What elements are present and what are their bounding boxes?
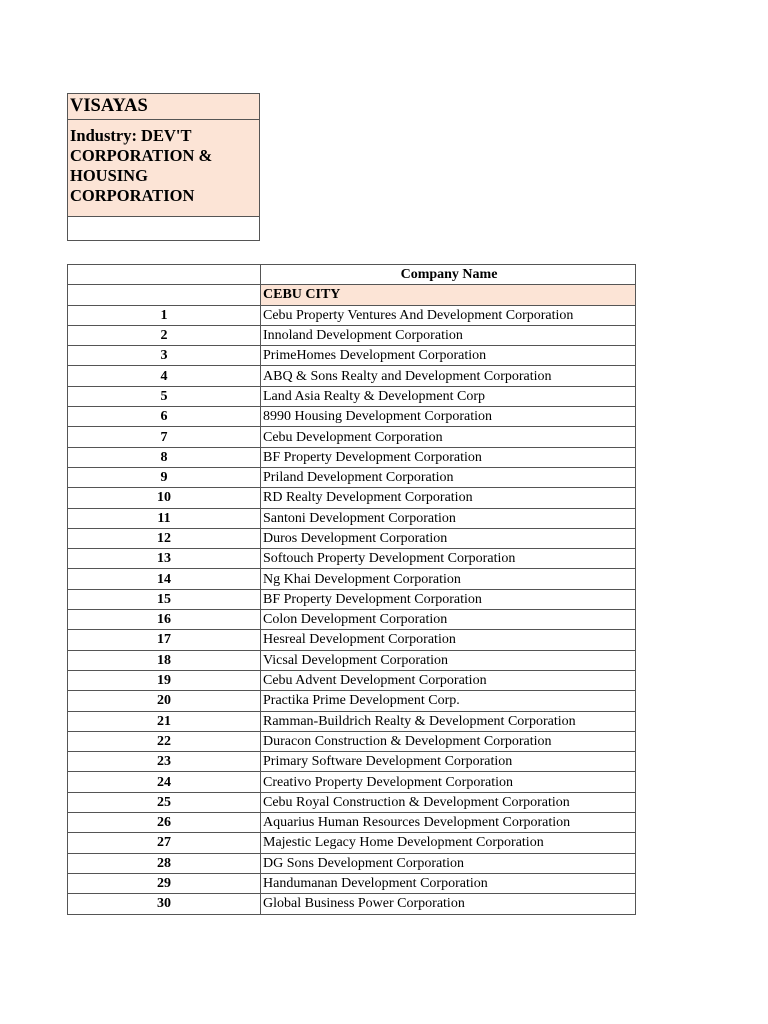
table-header-row (68, 265, 636, 285)
row-number-cell: 18 (68, 650, 261, 670)
company-name-cell: Creativo Property Development Corporation (261, 772, 636, 792)
industry-line: CORPORATION (70, 186, 195, 205)
table-row (68, 549, 636, 569)
row-number-cell: 22 (68, 731, 261, 751)
company-name-cell: Cebu Royal Construction & Development Corporation (261, 792, 636, 812)
row-number-cell: 14 (68, 569, 261, 589)
row-number-cell: 1 (68, 305, 261, 325)
company-name-cell: Ramman-Buildrich Realty & Development Corporation (261, 711, 636, 731)
company-name-cell: Vicsal Development Corporation (261, 650, 636, 670)
company-name-cell: Majestic Legacy Home Development Corporation (261, 833, 636, 853)
header-empty-cell (68, 217, 259, 240)
company-name-cell: Global Business Power Corporation (261, 894, 636, 914)
table-row (68, 346, 636, 366)
table-row (68, 610, 636, 630)
table-row (68, 853, 636, 873)
table-body (68, 285, 636, 914)
company-name-cell: Cebu Development Corporation (261, 427, 636, 447)
row-number-cell: 20 (68, 691, 261, 711)
region-header-box (67, 93, 260, 241)
table-row (68, 650, 636, 670)
row-number-cell: 29 (68, 873, 261, 893)
industry-line: Industry: DEV'T (70, 126, 192, 145)
table-row (68, 528, 636, 548)
number-column-header (68, 265, 261, 285)
table-row (68, 711, 636, 731)
row-number-cell: 13 (68, 549, 261, 569)
table-row (68, 731, 636, 751)
company-name-cell: BF Property Development Corporation (261, 589, 636, 609)
table-row (68, 407, 636, 427)
company-name-cell: Practika Prime Development Corp. (261, 691, 636, 711)
table-row (68, 589, 636, 609)
row-number-cell: 9 (68, 467, 261, 487)
row-number-cell: 12 (68, 528, 261, 548)
table-row (68, 792, 636, 812)
company-name-cell: Duros Development Corporation (261, 528, 636, 548)
company-name-cell: Aquarius Human Resources Development Corporation (261, 813, 636, 833)
city-name-cell: CEBU CITY (261, 285, 636, 305)
company-name-cell: PrimeHomes Development Corporation (261, 346, 636, 366)
company-name-cell: Cebu Advent Development Corporation (261, 670, 636, 690)
row-number-cell: 15 (68, 589, 261, 609)
industry-label (68, 120, 259, 217)
table-row (68, 366, 636, 386)
row-number-cell: 16 (68, 610, 261, 630)
row-number-cell: 30 (68, 894, 261, 914)
row-number-cell: 24 (68, 772, 261, 792)
region-title: VISAYAS (68, 94, 259, 120)
company-name-cell: 8990 Housing Development Corporation (261, 407, 636, 427)
industry-line: CORPORATION & (70, 146, 213, 165)
city-row (68, 285, 636, 305)
table-row (68, 508, 636, 528)
row-number-cell: 10 (68, 488, 261, 508)
company-table (67, 264, 636, 915)
row-number-cell: 2 (68, 325, 261, 345)
table-row (68, 386, 636, 406)
table-row (68, 569, 636, 589)
company-name-column-header: Company Name (261, 265, 636, 285)
row-number-cell: 26 (68, 813, 261, 833)
table-row (68, 630, 636, 650)
company-name-cell: Land Asia Realty & Development Corp (261, 386, 636, 406)
row-number-cell: 4 (68, 366, 261, 386)
company-name-cell: Priland Development Corporation (261, 467, 636, 487)
company-name-cell: ABQ & Sons Realty and Development Corporation (261, 366, 636, 386)
table-row (68, 894, 636, 914)
table-row (68, 691, 636, 711)
table-row (68, 427, 636, 447)
row-number-cell: 28 (68, 853, 261, 873)
table-row (68, 670, 636, 690)
row-number-cell: 8 (68, 447, 261, 467)
row-number-cell: 6 (68, 407, 261, 427)
table-row (68, 752, 636, 772)
company-name-cell: DG Sons Development Corporation (261, 853, 636, 873)
table-row (68, 447, 636, 467)
company-name-cell: Softouch Property Development Corporation (261, 549, 636, 569)
industry-line: HOUSING (70, 166, 148, 185)
table-row (68, 325, 636, 345)
row-number-cell: 11 (68, 508, 261, 528)
table-row (68, 833, 636, 853)
company-name-cell: Primary Software Development Corporation (261, 752, 636, 772)
company-name-cell: Colon Development Corporation (261, 610, 636, 630)
table-row (68, 772, 636, 792)
company-name-cell: Santoni Development Corporation (261, 508, 636, 528)
company-name-cell: Ng Khai Development Corporation (261, 569, 636, 589)
company-name-cell: Innoland Development Corporation (261, 325, 636, 345)
company-name-cell: BF Property Development Corporation (261, 447, 636, 467)
company-name-cell: Cebu Property Ventures And Development Corporation (261, 305, 636, 325)
company-name-cell: Duracon Construction & Development Corporation (261, 731, 636, 751)
row-number-cell: 17 (68, 630, 261, 650)
row-number-cell: 7 (68, 427, 261, 447)
table-row (68, 488, 636, 508)
row-number-cell: 5 (68, 386, 261, 406)
row-number-cell: 27 (68, 833, 261, 853)
table-row (68, 813, 636, 833)
company-name-cell: RD Realty Development Corporation (261, 488, 636, 508)
city-number-cell (68, 285, 261, 305)
row-number-cell: 23 (68, 752, 261, 772)
row-number-cell: 3 (68, 346, 261, 366)
row-number-cell: 21 (68, 711, 261, 731)
table-row (68, 467, 636, 487)
row-number-cell: 19 (68, 670, 261, 690)
row-number-cell: 25 (68, 792, 261, 812)
company-name-cell: Handumanan Development Corporation (261, 873, 636, 893)
table-row (68, 305, 636, 325)
company-name-cell: Hesreal Development Corporation (261, 630, 636, 650)
table-row (68, 873, 636, 893)
